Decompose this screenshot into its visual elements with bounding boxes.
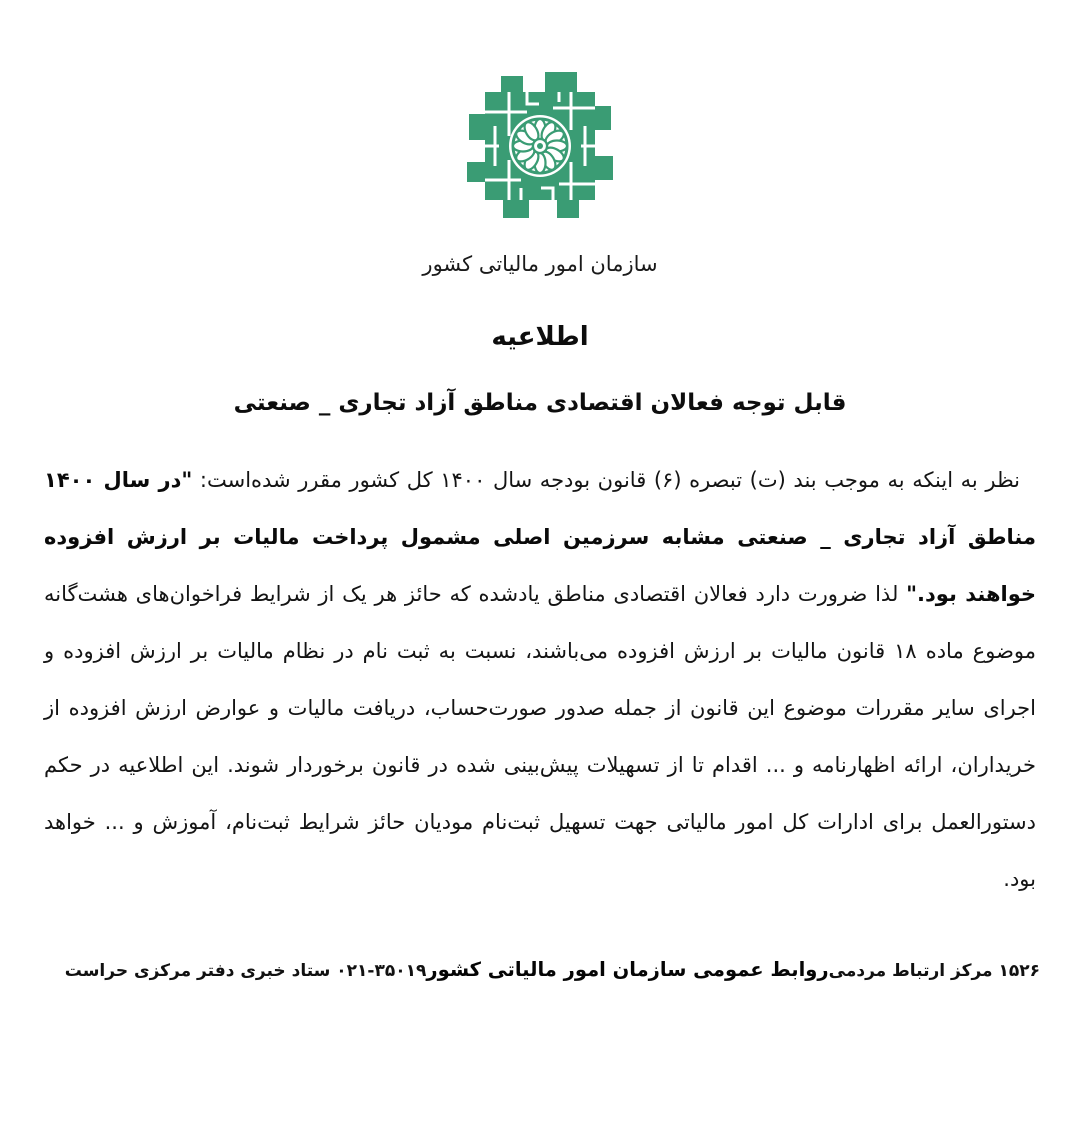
notice-body <box>44 452 1036 908</box>
notice-subtitle: قابل توجه فعالان اقتصادی مناطق آزاد تجاری _ صنعتی <box>233 390 847 416</box>
footer-news-line: ۰۲۱-۳۵۰۱۹ ستاد خبری دفتر مرکزی حراست <box>64 961 427 981</box>
notice-title: اطلاعیه <box>491 322 589 352</box>
footer-public-relations: روابط عمومی سازمان امور مالیاتی کشور <box>426 958 829 981</box>
notice-body-lead: نظر به اینکه به موجب بند (ت) تبصره (۶) قانون بودجه سال ۱۴۰۰ کل کشور مقرر شده‌است: <box>192 468 1021 492</box>
notice-body-rest: لذا ضرورت دارد فعالان اقتصادی مناطق یادشده که حائز هر یک از شرایط فراخوان‌های هشت‌گانه موضوع ماده ۱۸ قانون مالیات بر ارزش افزوده می‌باشند، نسبت به ثبت نام در نظام مالیات بر ارزش افزوده و اجرای سایر مقررات موضوع این قانون از جمله صدور صورت‌حساب، دریافت مالیات و عوارض ارزش افزوده از خریداران، ارائه اظهارنامه و ... اقدام تا از تسهیلات پیش‌بینی شده در قانون برخوردار شوند. این اطلاعیه در حکم دستورالعمل برای ادارات کل امور مالیاتی جهت تسهیل ثبت‌نام مودیان حائز شرایط ثبت‌نام، آموزش و ... خواهد بود. <box>44 582 1036 891</box>
document-footer <box>0 958 1080 981</box>
organization-name: سازمان امور مالیاتی کشور <box>422 252 658 276</box>
document-header <box>0 0 1080 276</box>
footer-contact-center: ۱۵۲۶ مرکز ارتباط مردمی <box>828 961 1040 981</box>
notice-body-quote: "در سال ۱۴۰۰ مناطق آزاد تجاری _ صنعتی مشابه سرزمین اصلی مشمول پرداخت مالیات بر ارزش افزوده خواهند بود." <box>44 468 1036 606</box>
inta-logo-icon <box>465 68 615 224</box>
inta-logo <box>465 68 615 224</box>
